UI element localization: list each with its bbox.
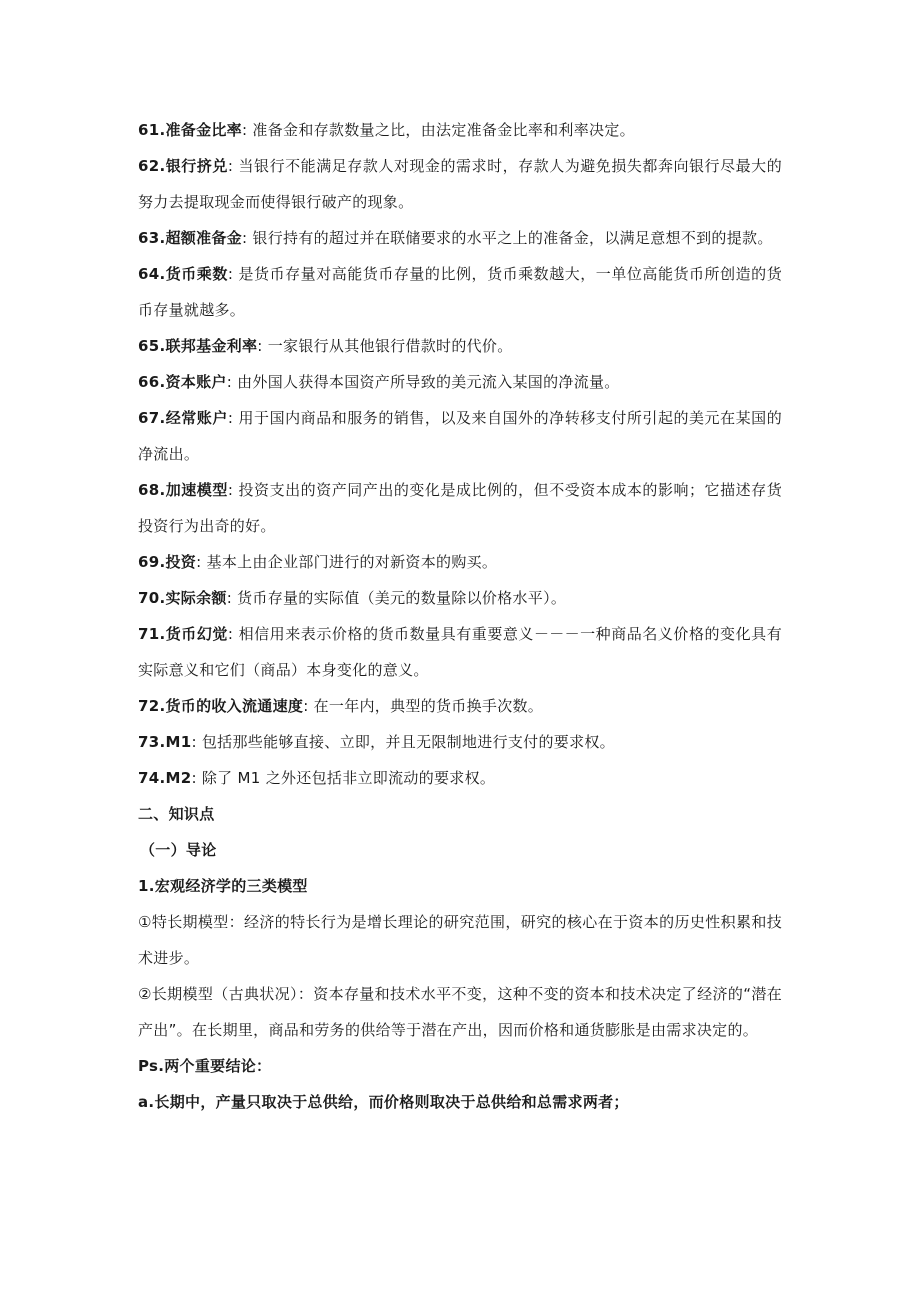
definition-entry — [138, 616, 782, 688]
definition-separator: : — [242, 229, 253, 247]
paragraph-ultra-long-run-model: ①特长期模型：经济的特长行为是增长理论的研究范围，研究的核心在于资本的历史性积累和技术进步。 — [138, 913, 782, 967]
definition-number: 72. — [138, 697, 166, 715]
definition-text: 是货币存量对高能货币存量的比例，货币乘数越大，一单位高能货币所创造的货币存量就越多。 — [138, 265, 782, 319]
definition-entry — [138, 688, 782, 724]
definition-number: 74. — [138, 769, 166, 787]
definition-term: 超额准备金 — [165, 229, 242, 247]
ps-label: Ps.两个重要结论： — [138, 1057, 272, 1075]
definition-number: 61. — [138, 121, 166, 139]
definition-text: 银行持有的超过并在联储要求的水平之上的准备金，以满足意想不到的提款。 — [252, 229, 773, 247]
definition-separator: : — [226, 373, 238, 391]
subsection-heading: （一）导论 — [140, 841, 217, 859]
definition-term: 货币幻觉 — [165, 625, 228, 643]
definition-text: 当银行不能满足存款人对现金的需求时，存款人为避免损失都奔向银行尽最大的努力去提取现金而使得银行破产的现象。 — [138, 157, 782, 211]
definitions-list — [138, 112, 782, 796]
definition-entry — [138, 580, 782, 616]
definition-separator: : — [303, 697, 314, 715]
definition-separator: : — [227, 481, 239, 499]
definition-separator: : — [242, 121, 253, 139]
definition-entry — [138, 400, 782, 472]
definition-text: 在一年内，典型的货币换手次数。 — [313, 697, 544, 715]
definition-entry — [138, 724, 782, 760]
definition-number: 67. — [138, 409, 166, 427]
definition-text: 货币存量的实际值（美元的数量除以价格水平）。 — [237, 589, 567, 607]
definition-term: 货币的收入流通速度 — [165, 697, 304, 715]
definition-separator: : — [196, 553, 207, 571]
definition-text: 相信用来表示价格的货币数量具有重要意义－－－一种商品名义价格的变化具有实际意义和它们（商品）本身变化的意义。 — [138, 625, 782, 679]
definition-term: 准备金比率 — [165, 121, 242, 139]
definition-separator: : — [226, 589, 238, 607]
definition-separator: : — [257, 337, 268, 355]
definition-separator: : — [227, 625, 239, 643]
definition-separator: : — [191, 733, 202, 751]
definition-text: 由外国人获得本国资产所导致的美元流入某国的净流量。 — [237, 373, 620, 391]
definition-entry — [138, 544, 782, 580]
definition-entry — [138, 364, 782, 400]
definition-term: 投资 — [165, 553, 197, 571]
definition-number: 66. — [138, 373, 166, 391]
definition-entry — [138, 760, 782, 796]
definition-text: 基本上由企业部门进行的对新资本的购买。 — [206, 553, 498, 571]
definition-number: 71. — [138, 625, 166, 643]
definition-number: 69. — [138, 553, 166, 571]
definition-number: 62. — [138, 157, 166, 175]
definition-separator: : — [191, 769, 202, 787]
topic-heading: 1.宏观经济学的三类模型 — [138, 877, 308, 895]
definition-entry — [138, 112, 782, 148]
definition-term: M2 — [165, 769, 192, 787]
definition-number: 63. — [138, 229, 166, 247]
paragraph-long-run-model: ②长期模型（古典状况）：资本存量和技术水平不变，这种不变的资本和技术决定了经济的“潜在产出”。在长期里，商品和劳务的供给等于潜在产出，因而价格和通货膨胀是由需求决定的。 — [138, 985, 782, 1039]
definition-number: 68. — [138, 481, 166, 499]
section-heading: 二、知识点 — [138, 805, 215, 823]
definition-entry — [138, 328, 782, 364]
definition-term: 银行挤兑 — [165, 157, 228, 175]
definition-number: 65. — [138, 337, 166, 355]
definition-term: 实际余额 — [165, 589, 227, 607]
definition-separator: : — [227, 157, 239, 175]
definition-entry — [138, 148, 782, 220]
definition-term: 加速模型 — [165, 481, 228, 499]
definition-term: 联邦基金利率 — [165, 337, 258, 355]
conclusion-a: a.长期中，产量只取决于总供给，而价格则取决于总供给和总需求两者； — [138, 1093, 629, 1111]
definition-number: 64. — [138, 265, 166, 283]
definition-term: 资本账户 — [165, 373, 227, 391]
definition-text: 用于国内商品和服务的销售，以及来自国外的净转移支付所引起的美元在某国的净流出。 — [138, 409, 782, 463]
definition-number: 70. — [138, 589, 166, 607]
definition-text: 包括那些能够直接、立即，并且无限制地进行支付的要求权。 — [201, 733, 615, 751]
definition-text: 除了 M1 之外还包括非立即流动的要求权。 — [201, 769, 496, 787]
definition-text: 一家银行从其他银行借款时的代价。 — [267, 337, 513, 355]
definition-term: 货币乘数 — [165, 265, 228, 283]
definition-text: 投资支出的资产同产出的变化是成比例的，但不受资本成本的影响；它描述存货投资行为出奇的好。 — [138, 481, 782, 535]
definition-term: M1 — [165, 733, 192, 751]
definition-separator: : — [227, 265, 239, 283]
definition-entry — [138, 220, 782, 256]
definition-separator: : — [227, 409, 239, 427]
definition-entry — [138, 472, 782, 544]
definition-text: 准备金和存款数量之比，由法定准备金比率和利率决定。 — [252, 121, 635, 139]
definition-term: 经常账户 — [165, 409, 228, 427]
definition-entry — [138, 256, 782, 328]
definition-number: 73. — [138, 733, 166, 751]
